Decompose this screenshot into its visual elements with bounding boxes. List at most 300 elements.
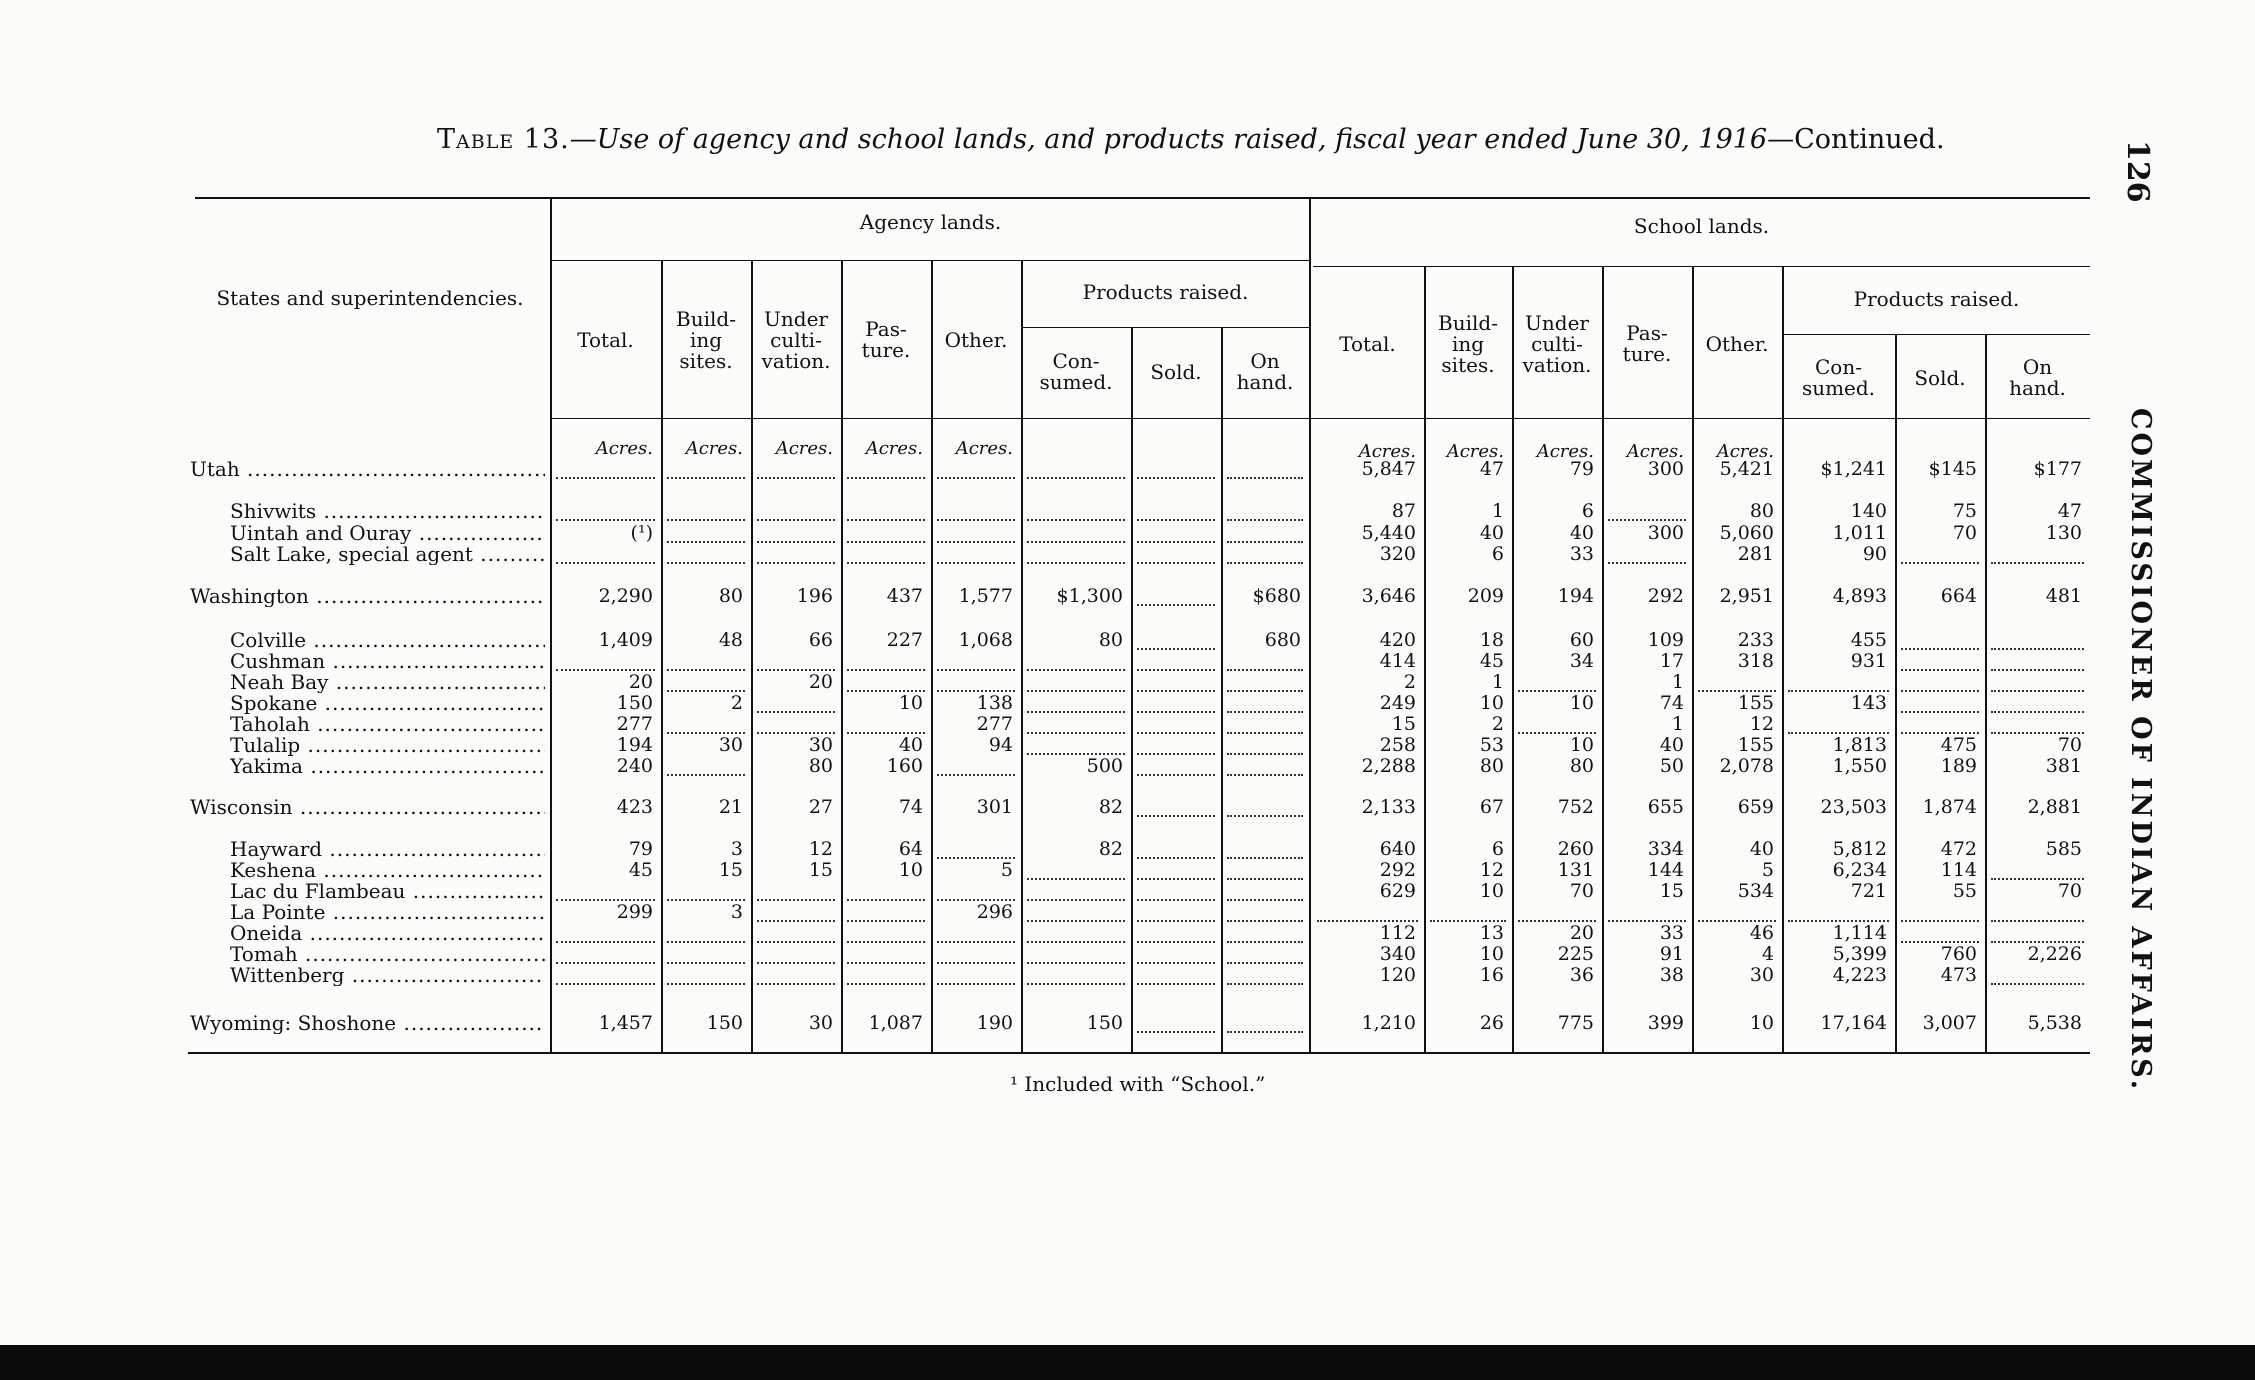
empty-cell-leader — [1027, 477, 1125, 479]
school-cell: 20 — [1569, 922, 1594, 944]
agency-cell: 196 — [796, 585, 833, 607]
school-cell: 80 — [1569, 755, 1594, 777]
agency-cell: 1,577 — [958, 585, 1013, 607]
header-agency-lands: Agency lands. — [859, 210, 1002, 234]
header-agency-products: Products raised. — [1082, 280, 1249, 304]
school-cell: 225 — [1557, 943, 1594, 965]
empty-cell-leader — [1608, 519, 1686, 521]
agency-cell: 80 — [808, 755, 833, 777]
agency-col-divider — [841, 260, 843, 1052]
agency-cell: 40 — [898, 734, 923, 756]
agency-cell: 82 — [1098, 796, 1123, 818]
title-dash: — — [569, 124, 597, 155]
agency-products-rule — [1022, 327, 1309, 328]
school-cell: 5 — [1761, 859, 1774, 881]
agency-name: Colville ..... — [230, 630, 545, 651]
school-cell: 258 — [1379, 734, 1416, 756]
empty-cell-leader — [847, 983, 925, 985]
school-header-other: Other. — [1705, 331, 1769, 356]
school-cell: 15 — [1659, 880, 1684, 902]
agency-cell: 30 — [808, 734, 833, 756]
school-cell: 80 — [1749, 500, 1774, 522]
empty-cell-leader — [1137, 878, 1215, 880]
agency-cell: 30 — [808, 1012, 833, 1034]
agency-cell: 3 — [730, 838, 743, 860]
empty-cell-leader — [1227, 857, 1303, 859]
school-cell: 18 — [1479, 629, 1504, 651]
school-cell: 5,060 — [1719, 522, 1774, 544]
school-cell: 2,133 — [1361, 796, 1416, 818]
school-cell: 249 — [1379, 692, 1416, 714]
empty-cell-leader — [1027, 732, 1125, 734]
agency-name: Salt Lake, special agent ..... — [230, 544, 545, 565]
state-name: Wyoming: Shoshone ..... — [190, 1013, 545, 1034]
empty-cell-leader — [1137, 774, 1215, 776]
agency-cell: 138 — [976, 692, 1013, 714]
school-cell: 5,847 — [1361, 458, 1416, 480]
empty-cell-leader — [667, 669, 745, 671]
school-cell: 67 — [1479, 796, 1504, 818]
school-cell: 281 — [1737, 543, 1774, 565]
agency-cell: 2,290 — [598, 585, 653, 607]
empty-cell-leader — [1991, 562, 2084, 564]
table-caption: Use of agency and school lands, and products raised, fiscal year ended June 30, 1916 — [596, 124, 1768, 155]
agency-cell: 301 — [976, 796, 1013, 818]
school-cell: 70 — [2057, 734, 2082, 756]
empty-cell-leader — [847, 899, 925, 901]
school-cell: $145 — [1928, 458, 1977, 480]
school-cell: 414 — [1379, 650, 1416, 672]
agency-header-sold: Sold. — [1150, 359, 1202, 384]
school-cell: 36 — [1569, 964, 1594, 986]
agency-cell: 299 — [616, 901, 653, 923]
empty-cell-leader — [1227, 878, 1303, 880]
agency-cell: 74 — [898, 796, 923, 818]
school-cell: 130 — [2045, 522, 2082, 544]
agency-name: Spokane ..... — [230, 693, 545, 714]
empty-cell-leader — [1137, 648, 1215, 650]
agency-cell: 240 — [616, 755, 653, 777]
empty-cell-leader — [757, 941, 835, 943]
school-cell: 2,078 — [1719, 755, 1774, 777]
empty-cell-leader — [1991, 648, 2084, 650]
agency-name: Lac du Flambeau ..... — [230, 881, 545, 902]
school-cell: 12 — [1749, 713, 1774, 735]
school-cell: 760 — [1940, 943, 1977, 965]
school-cell: 3,646 — [1361, 585, 1416, 607]
agency-col-divider — [661, 260, 663, 1052]
school-cell: 233 — [1737, 629, 1774, 651]
school-cell: 15 — [1391, 713, 1416, 735]
agency-col-divider — [1131, 327, 1133, 1052]
school-cell: 143 — [1850, 692, 1887, 714]
school-header-under: Under culti- vation. — [1522, 310, 1592, 377]
school-cell: 155 — [1737, 734, 1774, 756]
empty-cell-leader — [1227, 962, 1303, 964]
empty-cell-leader — [937, 669, 1015, 671]
school-header-total: Total. — [1339, 331, 1396, 356]
school-cell: 17 — [1659, 650, 1684, 672]
empty-cell-leader — [1991, 920, 2084, 922]
header-school-lands: School lands. — [1633, 214, 1770, 238]
empty-cell-leader — [556, 983, 655, 985]
empty-cell-leader — [847, 541, 925, 543]
school-products-rule — [1783, 334, 2090, 335]
empty-cell-leader — [847, 920, 925, 922]
school-cell: 131 — [1557, 859, 1594, 881]
agency-cell: 30 — [718, 734, 743, 756]
agency-name: Wittenberg ..... — [230, 965, 545, 986]
empty-cell-leader — [1901, 648, 1979, 650]
agency-unit-acres: Acres. — [865, 438, 923, 459]
agency-col-divider — [931, 260, 933, 1052]
empty-cell-leader — [937, 541, 1015, 543]
empty-cell-leader — [1027, 899, 1125, 901]
school-cell: 80 — [1479, 755, 1504, 777]
school-cell: 50 — [1659, 755, 1684, 777]
empty-cell-leader — [1991, 711, 2084, 713]
school-cell: 13 — [1479, 922, 1504, 944]
school-cell: 2,881 — [2027, 796, 2082, 818]
agency-name: Tomah ..... — [230, 944, 545, 965]
empty-cell-leader — [757, 477, 835, 479]
school-cell: 70 — [1952, 522, 1977, 544]
school-cell: 475 — [1940, 734, 1977, 756]
running-head: COMMISSIONER OF INDIAN AFFAIRS. — [2125, 408, 2156, 1093]
empty-cell-leader — [1027, 669, 1125, 671]
agency-cell: 680 — [1264, 629, 1301, 651]
agency-name: Uintah and Ouray ..... — [230, 523, 545, 544]
empty-cell-leader — [757, 899, 835, 901]
agency-cell: 2 — [730, 692, 743, 714]
empty-cell-leader — [1227, 983, 1303, 985]
empty-cell-leader — [1137, 711, 1215, 713]
school-cell: 10 — [1569, 692, 1594, 714]
table-number: Table 13. — [437, 124, 570, 155]
empty-cell-leader — [1027, 920, 1125, 922]
empty-cell-leader — [1227, 774, 1303, 776]
empty-cell-leader — [1137, 983, 1215, 985]
empty-cell-leader — [1227, 815, 1303, 817]
school-cell: 5,538 — [2027, 1012, 2082, 1034]
school-cell: 721 — [1850, 880, 1887, 902]
school-cell: 45 — [1479, 650, 1504, 672]
empty-cell-leader — [1137, 541, 1215, 543]
school-cell: 6,234 — [1832, 859, 1887, 881]
empty-cell-leader — [847, 519, 925, 521]
state-name: Wisconsin ..... — [190, 797, 545, 818]
empty-cell-leader — [667, 519, 745, 521]
school-cell: 144 — [1647, 859, 1684, 881]
empty-cell-leader — [556, 477, 655, 479]
school-cell: 10 — [1479, 692, 1504, 714]
school-header-sold: Sold. — [1914, 365, 1966, 390]
empty-cell-leader — [847, 941, 925, 943]
empty-cell-leader — [1991, 983, 2084, 985]
school-cell: 1,813 — [1832, 734, 1887, 756]
school-cell: 3,007 — [1922, 1012, 1977, 1034]
school-cell: 534 — [1737, 880, 1774, 902]
school-cell: 292 — [1647, 585, 1684, 607]
empty-cell-leader — [1227, 669, 1303, 671]
empty-cell-leader — [937, 477, 1015, 479]
agency-name: Yakima ..... — [230, 756, 545, 777]
agency-cell: 423 — [616, 796, 653, 818]
agency-cell: 150 — [706, 1012, 743, 1034]
school-cell: 120 — [1379, 964, 1416, 986]
school-cell: 2 — [1403, 671, 1416, 693]
agency-cell: $680 — [1252, 585, 1301, 607]
empty-cell-leader — [1901, 920, 1979, 922]
state-name: Utah ..... — [190, 459, 545, 480]
empty-cell-leader — [1137, 1031, 1215, 1033]
empty-cell-leader — [1901, 690, 1979, 692]
empty-cell-leader — [1991, 669, 2084, 671]
school-cell: 5,421 — [1719, 458, 1774, 480]
header-stub: States and superintendencies. — [216, 286, 524, 310]
empty-cell-leader — [667, 983, 745, 985]
school-cell: 4,223 — [1832, 964, 1887, 986]
agency-cell: 296 — [976, 901, 1013, 923]
empty-cell-leader — [667, 774, 745, 776]
school-cell: 300 — [1647, 458, 1684, 480]
school-cell: 473 — [1940, 964, 1977, 986]
agency-col-divider — [1221, 327, 1223, 1052]
agency-col-divider — [751, 260, 753, 1052]
school-cell: 292 — [1379, 859, 1416, 881]
agency-cell: $1,300 — [1056, 585, 1123, 607]
school-cell: 10 — [1569, 734, 1594, 756]
empty-cell-leader — [1027, 541, 1125, 543]
school-cell: 5,812 — [1832, 838, 1887, 860]
agency-cell: 27 — [808, 796, 833, 818]
agency-cell: 194 — [616, 734, 653, 756]
school-cell: 775 — [1557, 1012, 1594, 1034]
agency-cell: 1,457 — [598, 1012, 653, 1034]
agency-cell: 15 — [718, 859, 743, 881]
agency-name: Shivwits ..... — [230, 501, 545, 522]
agency-name: Neah Bay ..... — [230, 672, 545, 693]
empty-cell-leader — [847, 669, 925, 671]
school-cell: 931 — [1850, 650, 1887, 672]
school-cell: 55 — [1952, 880, 1977, 902]
agency-cell: 45 — [628, 859, 653, 881]
school-cell: 140 — [1850, 500, 1887, 522]
title-continued: —Continued. — [1767, 124, 1945, 155]
empty-cell-leader — [1137, 920, 1215, 922]
agency-cell: 80 — [1098, 629, 1123, 651]
agency-cell: 80 — [718, 585, 743, 607]
empty-cell-leader — [757, 920, 835, 922]
empty-cell-leader — [1227, 899, 1303, 901]
empty-cell-leader — [937, 519, 1015, 521]
empty-cell-leader — [847, 962, 925, 964]
school-cell: 4,893 — [1832, 585, 1887, 607]
school-cell: 33 — [1659, 922, 1684, 944]
header-bottom-rule — [552, 418, 2090, 419]
school-unit-acres: Acres. — [1716, 441, 1774, 462]
empty-cell-leader — [667, 941, 745, 943]
school-cell: 47 — [2057, 500, 2082, 522]
school-cell: 5,399 — [1832, 943, 1887, 965]
empty-cell-leader — [1027, 562, 1125, 564]
school-cell: 481 — [2045, 585, 2082, 607]
school-cell: 2,951 — [1719, 585, 1774, 607]
agency-unit-acres: Acres. — [595, 438, 653, 459]
agency-cell: 12 — [808, 838, 833, 860]
school-cell: 655 — [1647, 796, 1684, 818]
school-cell: 26 — [1479, 1012, 1504, 1034]
school-cell: 155 — [1737, 692, 1774, 714]
school-header-onhand: On hand. — [2009, 355, 2066, 400]
table-title — [437, 124, 1945, 155]
agency-cell: 20 — [628, 671, 653, 693]
school-cell: 6 — [1491, 543, 1504, 565]
agency-cell: 15 — [808, 859, 833, 881]
school-cell: 40 — [1749, 838, 1774, 860]
agency-cell: 227 — [886, 629, 923, 651]
empty-cell-leader — [1227, 477, 1303, 479]
agency-cell: 10 — [898, 859, 923, 881]
agency-cell: 160 — [886, 755, 923, 777]
agency-cell: 190 — [976, 1012, 1013, 1034]
agency-header-pasture: Pas- ture. — [861, 317, 911, 362]
school-cell: 1 — [1491, 671, 1504, 693]
empty-cell-leader — [1137, 604, 1215, 606]
school-cell: 10 — [1479, 943, 1504, 965]
empty-cell-leader — [757, 519, 835, 521]
school-cell: 260 — [1557, 838, 1594, 860]
school-unit-acres: Acres. — [1358, 441, 1416, 462]
agency-header-consumed: Con- sumed. — [1039, 349, 1113, 394]
school-cell: 70 — [2057, 880, 2082, 902]
empty-cell-leader — [937, 962, 1015, 964]
empty-cell-leader — [847, 477, 925, 479]
school-cell: 1,550 — [1832, 755, 1887, 777]
school-cell: 472 — [1940, 838, 1977, 860]
empty-cell-leader — [1227, 519, 1303, 521]
agency-name: La Pointe ..... — [230, 902, 545, 923]
school-cell: 659 — [1737, 796, 1774, 818]
school-cell: 23,503 — [1820, 796, 1887, 818]
school-cell: 33 — [1569, 543, 1594, 565]
agency-cell: 1,409 — [598, 629, 653, 651]
empty-cell-leader — [667, 541, 745, 543]
agency-unit-acres: Acres. — [775, 438, 833, 459]
empty-cell-leader — [1227, 753, 1303, 755]
empty-cell-leader — [1137, 941, 1215, 943]
school-cell: 1 — [1491, 500, 1504, 522]
school-cell: 399 — [1647, 1012, 1684, 1034]
school-cell: 1,874 — [1922, 796, 1977, 818]
empty-cell-leader — [1137, 815, 1215, 817]
school-group-rule — [1313, 266, 2090, 267]
school-cell: 10 — [1749, 1012, 1774, 1034]
school-cell: 6 — [1491, 838, 1504, 860]
empty-cell-leader — [1027, 519, 1125, 521]
empty-cell-leader — [1227, 690, 1303, 692]
school-cell: 2,226 — [2027, 943, 2082, 965]
empty-cell-leader — [1027, 878, 1125, 880]
school-cell: 194 — [1557, 585, 1594, 607]
school-cell: 46 — [1749, 922, 1774, 944]
empty-cell-leader — [1227, 711, 1303, 713]
school-cell: 17,164 — [1820, 1012, 1887, 1034]
scan-edge — [0, 1345, 2255, 1380]
empty-cell-leader — [937, 562, 1015, 564]
agency-unit-acres: Acres. — [685, 438, 743, 459]
empty-cell-leader — [556, 562, 655, 564]
table-bottom-rule — [188, 1052, 2090, 1054]
empty-cell-leader — [1137, 519, 1215, 521]
agency-cell: 5 — [1000, 859, 1013, 881]
empty-cell-leader — [1137, 962, 1215, 964]
school-cell: 1 — [1671, 713, 1684, 735]
empty-cell-leader — [1137, 690, 1215, 692]
empty-cell-leader — [1137, 899, 1215, 901]
empty-cell-leader — [667, 962, 745, 964]
empty-cell-leader — [1608, 562, 1686, 564]
school-cell: 16 — [1479, 964, 1504, 986]
school-cell: 2 — [1491, 713, 1504, 735]
school-cell: 189 — [1940, 755, 1977, 777]
empty-cell-leader — [757, 711, 835, 713]
school-cell: 87 — [1391, 500, 1416, 522]
school-cell: 47 — [1479, 458, 1504, 480]
school-cell: 585 — [2045, 838, 2082, 860]
agency-cell: 500 — [1086, 755, 1123, 777]
school-cell: 752 — [1557, 796, 1594, 818]
agency-cell: 277 — [976, 713, 1013, 735]
empty-cell-leader — [1227, 920, 1303, 922]
school-cell: 114 — [1940, 859, 1977, 881]
page-number: 126 — [2120, 140, 2155, 203]
school-header-consumed: Con- sumed. — [1801, 355, 1876, 400]
agency-cell: 21 — [718, 796, 743, 818]
empty-cell-leader — [757, 562, 835, 564]
school-cell: 334 — [1647, 838, 1684, 860]
empty-cell-leader — [667, 562, 745, 564]
agency-name: Oneida ..... — [230, 923, 545, 944]
empty-cell-leader — [667, 477, 745, 479]
agency-name: Tulalip ..... — [230, 735, 545, 756]
school-header-pasture: Pas- ture. — [1622, 321, 1672, 366]
empty-cell-leader — [757, 541, 835, 543]
agency-cell: 82 — [1098, 838, 1123, 860]
school-cell: 70 — [1569, 880, 1594, 902]
school-cell: 209 — [1467, 585, 1504, 607]
empty-cell-leader — [1227, 562, 1303, 564]
agency-name: Hayward ..... — [230, 839, 545, 860]
empty-cell-leader — [1901, 711, 1979, 713]
school-unit-acres: Acres. — [1536, 441, 1594, 462]
empty-cell-leader — [757, 962, 835, 964]
state-name: Washington ..... — [190, 586, 545, 607]
school-cell: 2,288 — [1361, 755, 1416, 777]
school-cell: 1,114 — [1832, 922, 1887, 944]
school-cell: 381 — [2045, 755, 2082, 777]
school-cell: 40 — [1569, 522, 1594, 544]
agency-cell: 64 — [898, 838, 923, 860]
school-cell: 10 — [1479, 880, 1504, 902]
agency-cell: 3 — [730, 901, 743, 923]
agency-header-building: Build- ing sites. — [676, 306, 736, 373]
empty-cell-leader — [1027, 711, 1125, 713]
empty-cell-leader — [1137, 669, 1215, 671]
empty-cell-leader — [1137, 732, 1215, 734]
school-cell: 318 — [1737, 650, 1774, 672]
school-cell: 30 — [1749, 964, 1774, 986]
